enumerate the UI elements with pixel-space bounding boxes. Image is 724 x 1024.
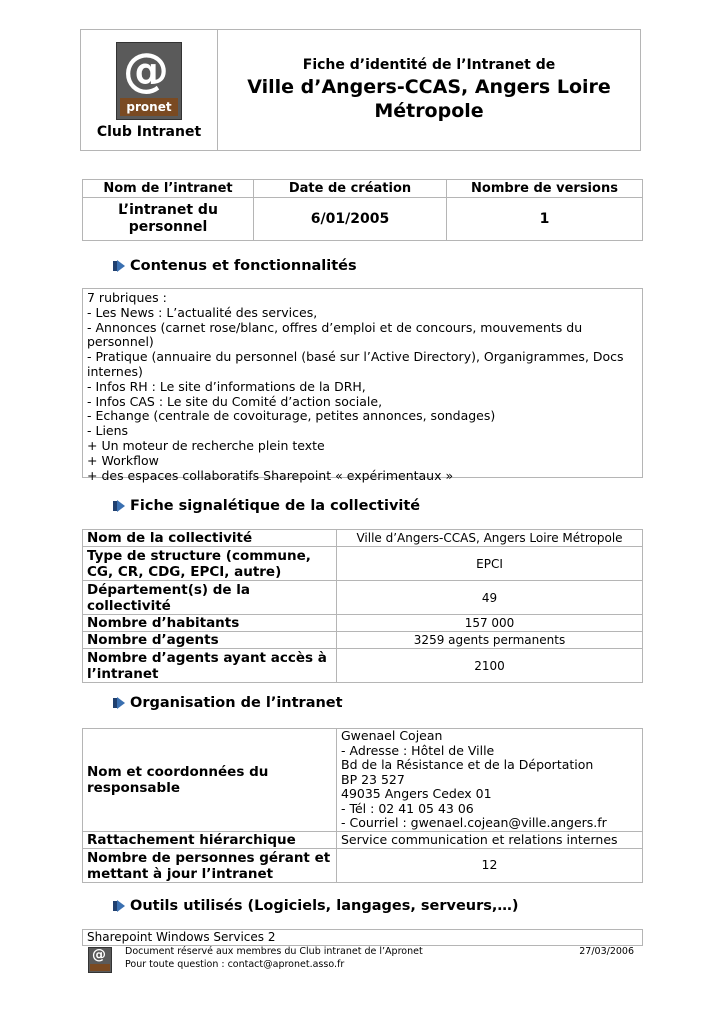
value-cell-versions: 1 [447,198,643,241]
header-cell-name: Nom de l’intranet [83,180,254,198]
footer-date: 27/03/2006 [579,946,634,957]
organisation-table [82,728,643,883]
section-heading-fiche [112,498,420,514]
arrow-bullet-icon [112,259,126,273]
contents-line: - Annonces (carnet rose/blanc, offres d’emploi et de concours, mouvements du personnel) [87,319,587,350]
contents-line: + Un moteur de recherche plein texte [87,437,325,453]
contents-line: + des espaces collaboratifs Sharepoint « expérimentaux » [87,467,454,483]
nombre-personnes-key: Nombre de personnes gérant et mettant à jour l’intranet [83,849,337,883]
contents-line: - Les News : L’actualité des services, [87,304,318,320]
arrow-bullet-icon [112,499,126,513]
fiche-key: Nombre d’habitants [83,615,337,632]
responsable-address [337,729,643,832]
value-cell-name: L’intranet du personnel [83,198,254,241]
footer-logo [88,947,112,973]
title-cell [218,30,641,151]
contents-line: - Infos CAS : Le site du Comité d’action sociale, [87,393,383,409]
apronet-logo [116,42,182,120]
fiche-value: 2100 [337,649,643,683]
section-heading-text: Organisation de l’intranet [130,695,343,711]
nombre-personnes-value: 12 [337,849,643,883]
fiche-key: Nom de la collectivité [83,530,337,547]
arrow-bullet-icon [112,696,126,710]
address-line: Gwenael Cojean [341,728,443,744]
intranet-info-table [82,179,643,241]
fiche-value: Ville d’Angers-CCAS, Angers Loire Métropole [337,530,643,547]
section-heading-contents [112,258,357,274]
page-title: Ville d’Angers-CCAS, Angers Loire Métropole [247,76,611,122]
contents-line: - Pratique (annuaire du personnel (basé sur l’Active Directory), Organigrammes, Docs internes) [87,349,628,379]
contents-line: - Liens [87,423,129,439]
address-line: 49035 Angers Cedex 01 [341,786,492,802]
address-line: - Courriel : gwenael.cojean@ville.angers.fr [341,815,607,831]
footer-logo-band [90,964,110,971]
page-subtitle: Fiche d’identité de l’Intranet de [302,57,556,73]
rattachement-value: Service communication et relations internes [337,832,643,849]
address-line: Bd de la Résistance et de la Déportation [341,757,594,773]
fiche-key: Nombre d’agents [83,632,337,649]
section-heading-outils [112,898,519,914]
fiche-table [82,529,643,683]
contents-line: 7 rubriques : [87,290,167,305]
tools-box: Sharepoint Windows Services 2 [82,929,643,946]
fiche-value: 3259 agents permanents [337,632,643,649]
header-cell-date: Date de création [254,180,447,198]
value-cell-date: 6/01/2005 [254,198,447,241]
logo-cell [81,30,218,151]
address-line: BP 23 527 [341,771,405,787]
logo-at-symbol: @ [123,43,169,97]
section-heading-text: Outils utilisés (Logiciels, langages, serveurs,…) [130,898,519,914]
header-cell-versions: Nombre de versions [447,180,643,198]
club-label: Club Intranet [96,124,202,140]
contents-line: + Workflow [87,452,159,468]
logo-text: pronet [120,98,178,116]
contents-line: - Infos RH : Le site d’informations de la DRH, [87,378,366,394]
address-line: - Tél : 02 41 05 43 06 [341,800,474,816]
footer-logo-at: @ [92,947,106,963]
fiche-key: Département(s) de la collectivité [83,581,337,615]
footer-line-2: Pour toute question : contact@apronet.asso.fr [125,958,345,970]
footer-line-1: Document réservé aux membres du Club intranet de l’Apronet [125,946,423,957]
section-heading-organisation [112,695,343,711]
arrow-bullet-icon [112,899,126,913]
contents-line: - Echange (centrale de covoiturage, petites annonces, sondages) [87,408,496,424]
fiche-key: Type de structure (commune, CG, CR, CDG, EPCI, autre) [83,547,337,581]
header-box [80,29,641,151]
page-footer [88,946,636,974]
fiche-key: Nombre d’agents ayant accès à l’intranet [83,649,337,683]
address-line: - Adresse : Hôtel de Ville [341,742,495,758]
rattachement-key: Rattachement hiérarchique [83,832,337,849]
contents-box [82,288,643,483]
section-heading-text: Fiche signalétique de la collectivité [130,498,421,514]
fiche-value: 157 000 [337,615,643,632]
footer-text [125,946,423,971]
fiche-value: EPCI [337,547,643,581]
fiche-value: 49 [337,581,643,615]
section-heading-text: Contenus et fonctionnalités [130,258,357,274]
responsable-key: Nom et coordonnées du responsable [83,729,337,832]
